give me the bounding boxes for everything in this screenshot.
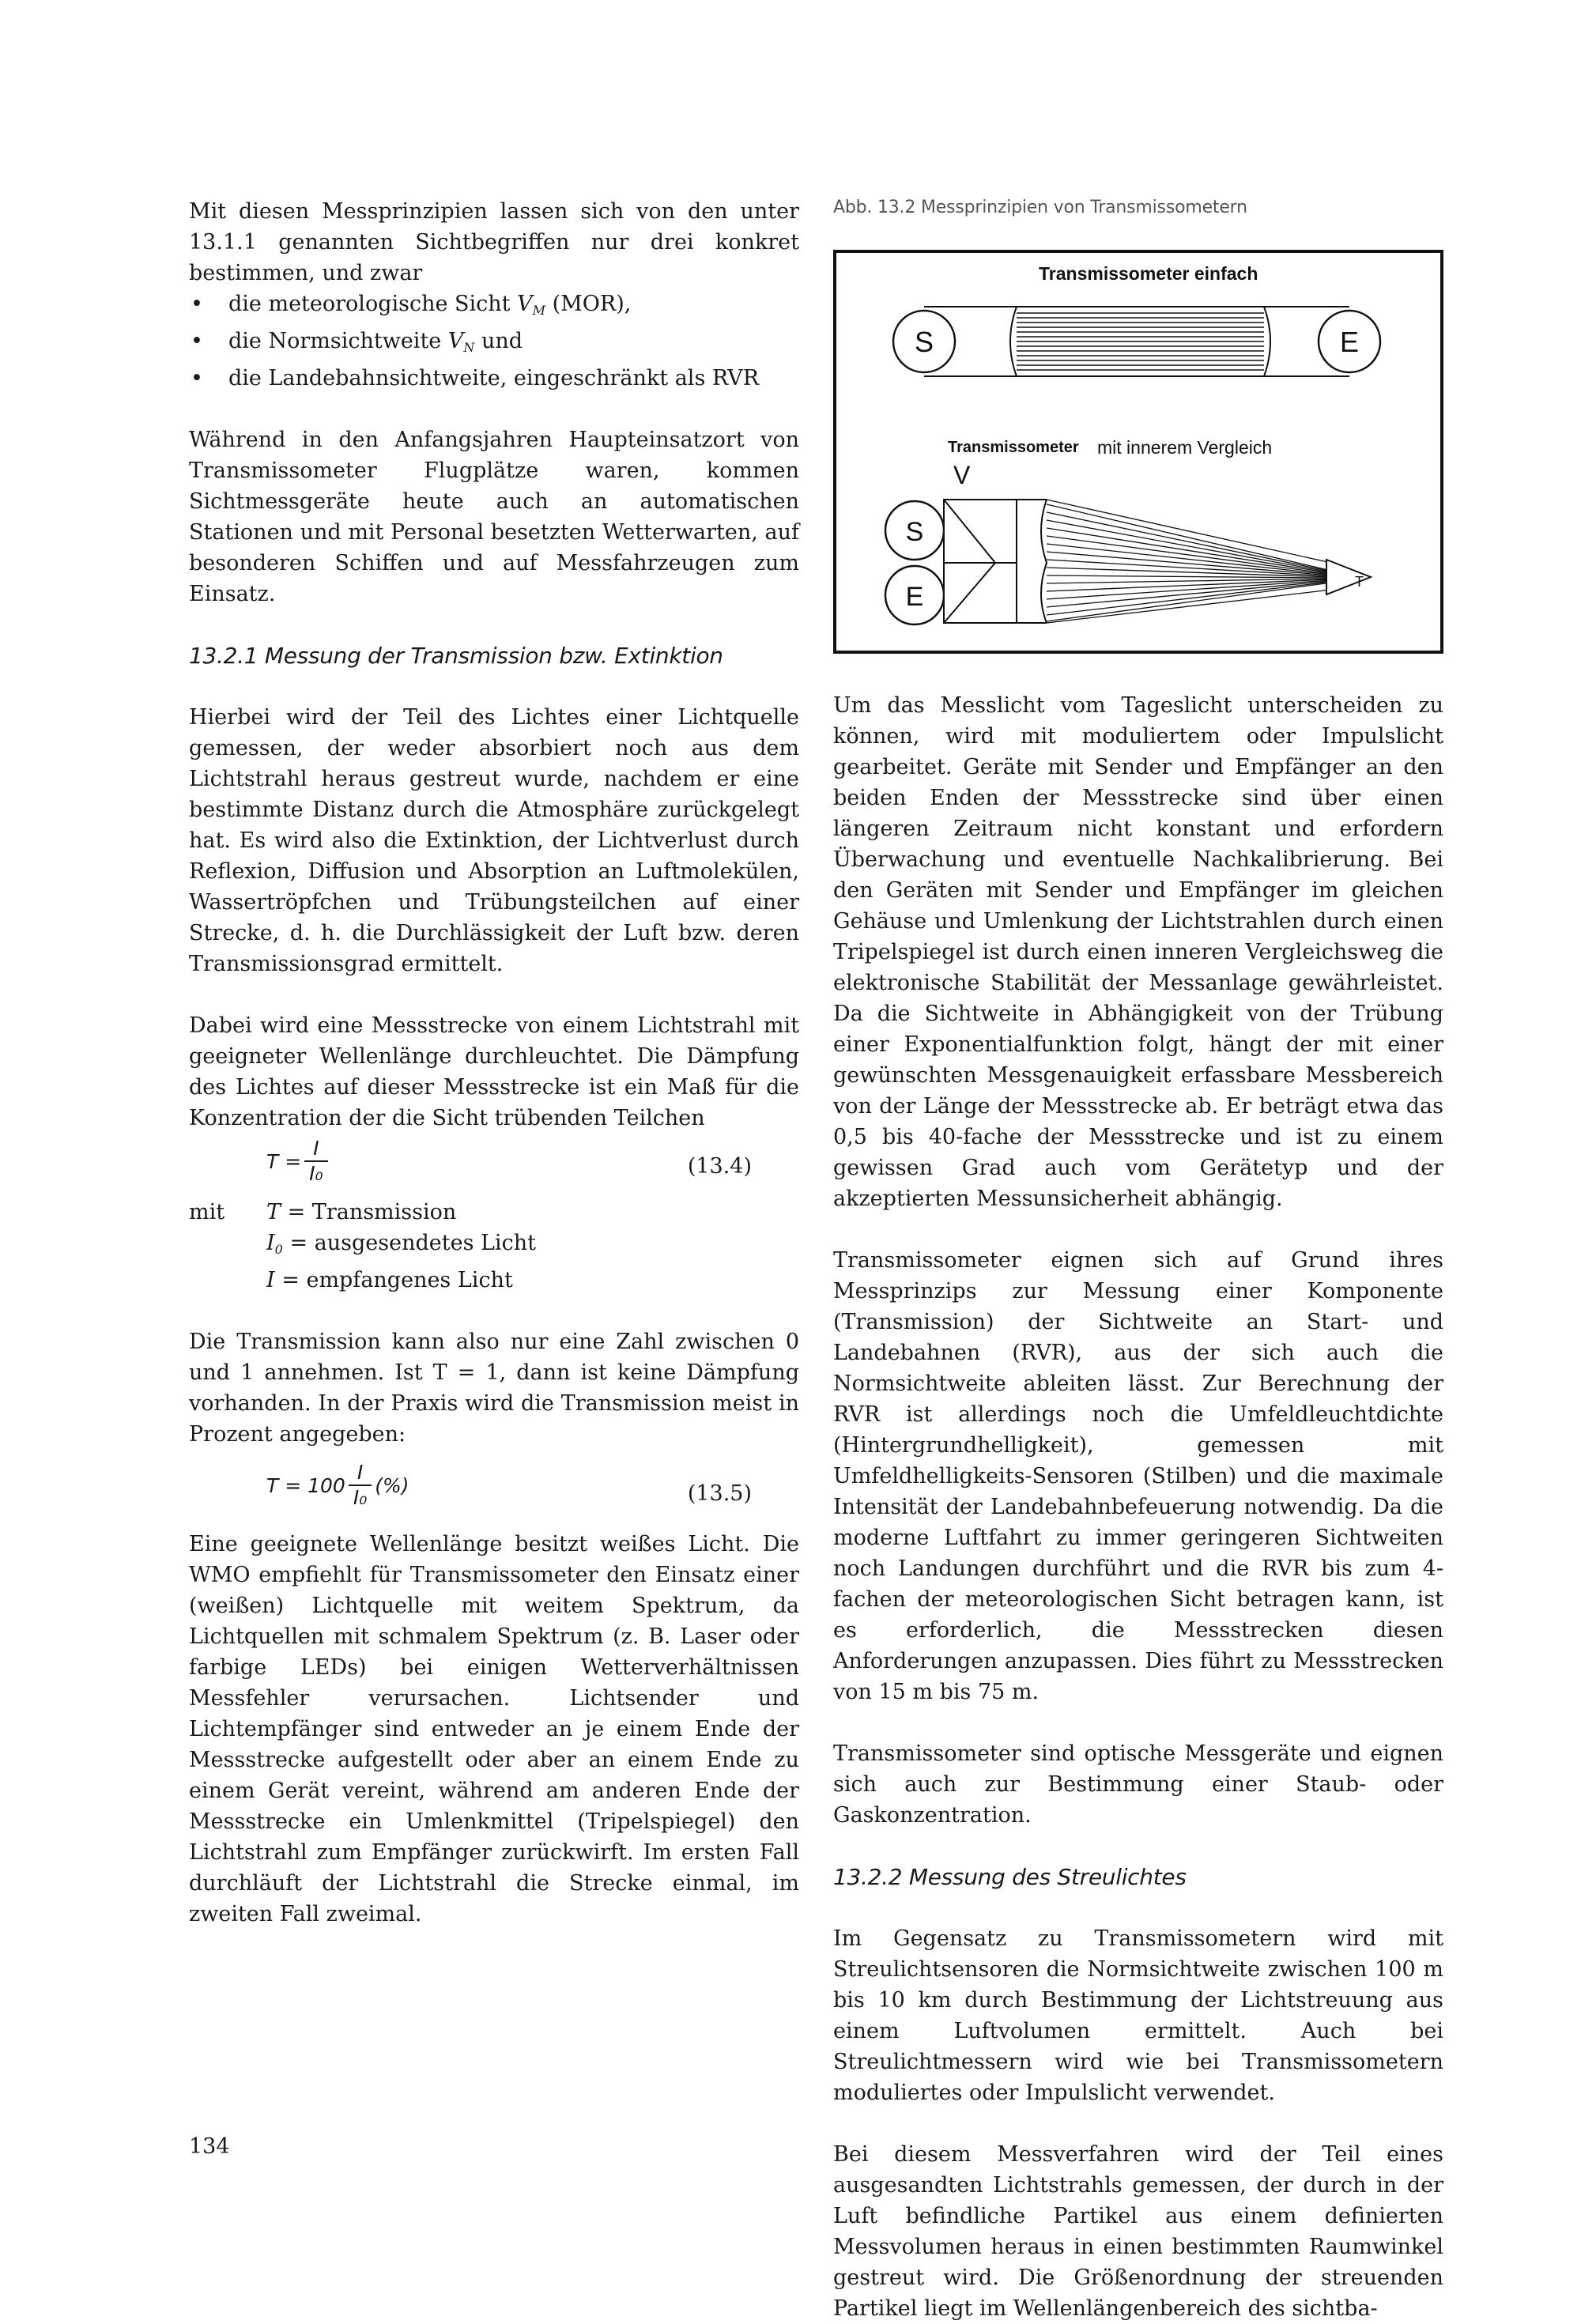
equation-number: (13.4) [687, 1154, 752, 1179]
bottom-title-b: mit innerem Vergleich [1097, 437, 1273, 458]
list-item: • die Normsichtweite $V_N$ und [189, 326, 799, 363]
paragraph: Eine geeignete Wellenlänge besitzt weißes Licht. Die WMO empfiehlt für Transmissometer den Einsatz einer (weißen) Lichtquelle mit weitem Spektrum, da Lichtquellen mit schmalem Spektrum (z. B. Laser oder farbige LEDs) bei einigen Wetterverhältnissen Messfehler verursachen. Lichtsender und Lichtempfänger sind entweder an je einem Ende der Messstrecke aufgestellt oder aber an einem Ende zu einem Gerät vereint, während am anderen Ende der Messstrecke ein Umlenkmittel (Tripelspiegel) den Lichtstrahl zum Empfänger zurückwirft. Im ersten Fall durchläuft der Lichtstrahl die Strecke einmal, im zweiten Fall zweimal. [189, 1532, 799, 1926]
section-heading: 13.2.2 Messung des Streulichtes [833, 1864, 1187, 1890]
paragraph: Um das Messlicht vom Tageslicht unterscheiden zu können, wird mit moduliertem oder Impulslicht gearbeitet. Geräte mit Sender und Empfänger an den beiden Enden der Messstrecke sind über einen längeren Zeitraum nicht konstant und erfordern Überwachung und eventuelle Nachkalibrierung. Bei den Geräten mit Sender und Empfänger im gleichen Gehäuse und Umlenkung der Lichtstrahlen durch einen Tripelspiegel ist durch einen inneren Vergleichsweg die elektronische Stabilität der Messanlage gewährleistet. Da die Sichtweite in Abhängigkeit von der Trübung einer Exponentialfunktion folgt, hängt der mit einer gewünschten Messgenauigkeit erfassbare Messbereich von der Länge der Messstrecke ab. Er beträgt etwa das 0,5 bis 40-fache der Messstrecke und ist zu einem gewissen Grad auch vom Gerätetyp und der akzeptierten Messunsicherheit abhängig. [833, 693, 1443, 1211]
top-diagram-title: Transmissometer einfach [1039, 263, 1258, 284]
symbol-definitions [189, 1197, 799, 1296]
equation-13-5 [189, 1450, 799, 1529]
paragraph: Transmissometer sind optische Messgeräte und eignen sich auch zur Bestimmung einer Staub- oder Gaskonzentration. [833, 1741, 1443, 1828]
definition-line: $I_0$ = ausgesendetes Licht [266, 1231, 536, 1257]
section-heading: 13.2.1 Messung der Transmission bzw. Extinktion [189, 643, 723, 669]
left-column [189, 196, 799, 1930]
equation-13-4 [189, 1134, 799, 1197]
equation-lhs: T = [266, 1149, 302, 1173]
comparison-box [944, 500, 1017, 623]
transmissometer-diagram [833, 250, 1443, 654]
fraction: $\frac{I}{\text{I₀}}$ [349, 1461, 372, 1510]
equation-number: (13.5) [687, 1481, 752, 1506]
paragraph: Die Transmission kann also nur eine Zahl zwischen 0 und 1 annehmen. Ist T = 1, dann ist keine Dämpfung vorhanden. In der Praxis wird die Transmission meist in Prozent angegeben: [189, 1330, 799, 1447]
paragraph: Während in den Anfangsjahren Haupteinsatzort von Transmissometer Flugplätze waren, kommen Sichtmessgeräte heute auch an automatischen Stationen und mit Personal besetzten Wetterwarten, auf besonderen Schiffen und auf Messfahrzeugen zum Einsatz. [189, 428, 799, 606]
label-E: E [1339, 326, 1360, 358]
label-S: S [914, 326, 934, 358]
mit-label: mit [189, 1200, 225, 1224]
page-number: 134 [189, 2134, 230, 2159]
list-item: • die Landebahnsichtweite, eingeschränkt als RVR [189, 363, 799, 394]
label-E: E [905, 582, 924, 612]
paragraph: Hierbei wird der Teil des Lichtes einer Lichtquelle gemessen, der weder absorbiert noch aus dem Lichtstrahl heraus gestreut wurde, nachdem er eine bestimmte Distanz durch die Atmosphäre zurückgelegt hat. Es wird also die Extinktion, der Lichtverlust durch Reflexion, Diffusion und Absorption an Luftmolekülen, Wassertröpfchen und Trübungsteilchen auf einer Strecke, d. h. die Durchlässigkeit der Luft bzw. deren Transmissionsgrad ermittelt. [189, 705, 799, 976]
definition-line: I = empfangenes Licht [266, 1268, 513, 1292]
equation-lhs: T = 100 [266, 1473, 345, 1497]
label-T: T [1355, 574, 1364, 590]
fraction: $\frac{I}{\text{I₀}}$ [304, 1137, 327, 1186]
label-V: V [953, 461, 971, 489]
paragraph: Bei diesem Messverfahren wird der Teil eines ausgesandten Lichtstrahls gemessen, der durch in der Luft befindliche Partikel aus einem definierten Messvolumen heraus in einen bestimmten Raumwinkel gestreut wird. Die Größenordnung der streuenden Partikel liegt im Wellenlängenbereich des sichtba- [833, 2142, 1443, 2321]
paragraph: Dabei wird eine Messstrecke von einem Lichtstrahl mit geeigneter Wellenlänge durchleuchtet. Die Dämpfung des Lichtes auf dieser Messstrecke ist ein Maß für die Konzentration der die Sicht trübenden Teilchen [189, 1013, 799, 1130]
paragraph: Transmissometer eignen sich auf Grund ihres Messprinzips zur Messung einer Komponente (Transmission) der Sichtweite an Start- und Landebahnen (RVR), aus der sich auch die Normsichtweite ableiten lässt. Zur Berechnung der RVR ist allerdings noch die Umfeldleuchtdichte (Hintergrundhelligkeit), gemessen mit Umfeldhelligkeits-Sensoren (Stilben) und die maximale Intensität der Landebahnbefeuerung notwendig. Da die moderne Luftfahrt zu immer geringeren Sichtweiten noch Landungen durchführt und die RVR bis zum 4-fachen der meteorologischen Sicht betragen kann, ist es erforderlich, die Messstrecken diesen Anforderungen anzupassen. Dies führt zu Messstrecken von 15 m bis 75 m. [833, 1248, 1443, 1704]
figure-caption: Abb. 13.2 Messprinzipien von Transmissometern [833, 198, 1247, 217]
transmissometer-figure [833, 250, 1443, 654]
definition-line: T = Transmission [266, 1200, 457, 1224]
visibility-terms-list [189, 289, 799, 394]
equation-rhs: (%) [375, 1473, 409, 1497]
bottom-title-a: Transmissometer [948, 439, 1079, 456]
intro-paragraph: Mit diesen Messprinzipien lassen sich von den unter 13.1.1 genannten Sichtbegriffen nur drei konkret bestimmen, und zwar [189, 199, 799, 285]
right-column [833, 690, 1443, 2324]
paragraph: Im Gegensatz zu Transmissometern wird mit Streulichtsensoren die Normsichtweite zwischen 100 m bis 10 km durch Bestimmung der Lichtstreuung aus einem Luftvolumen ermittelt. Auch bei Streulichtmessern wird wie bei Transmissometern moduliertes oder Impulslicht verwendet. [833, 1926, 1443, 2105]
list-item: • die meteorologische Sicht $V_M$ (MOR), [189, 289, 799, 326]
label-S: S [905, 517, 924, 547]
